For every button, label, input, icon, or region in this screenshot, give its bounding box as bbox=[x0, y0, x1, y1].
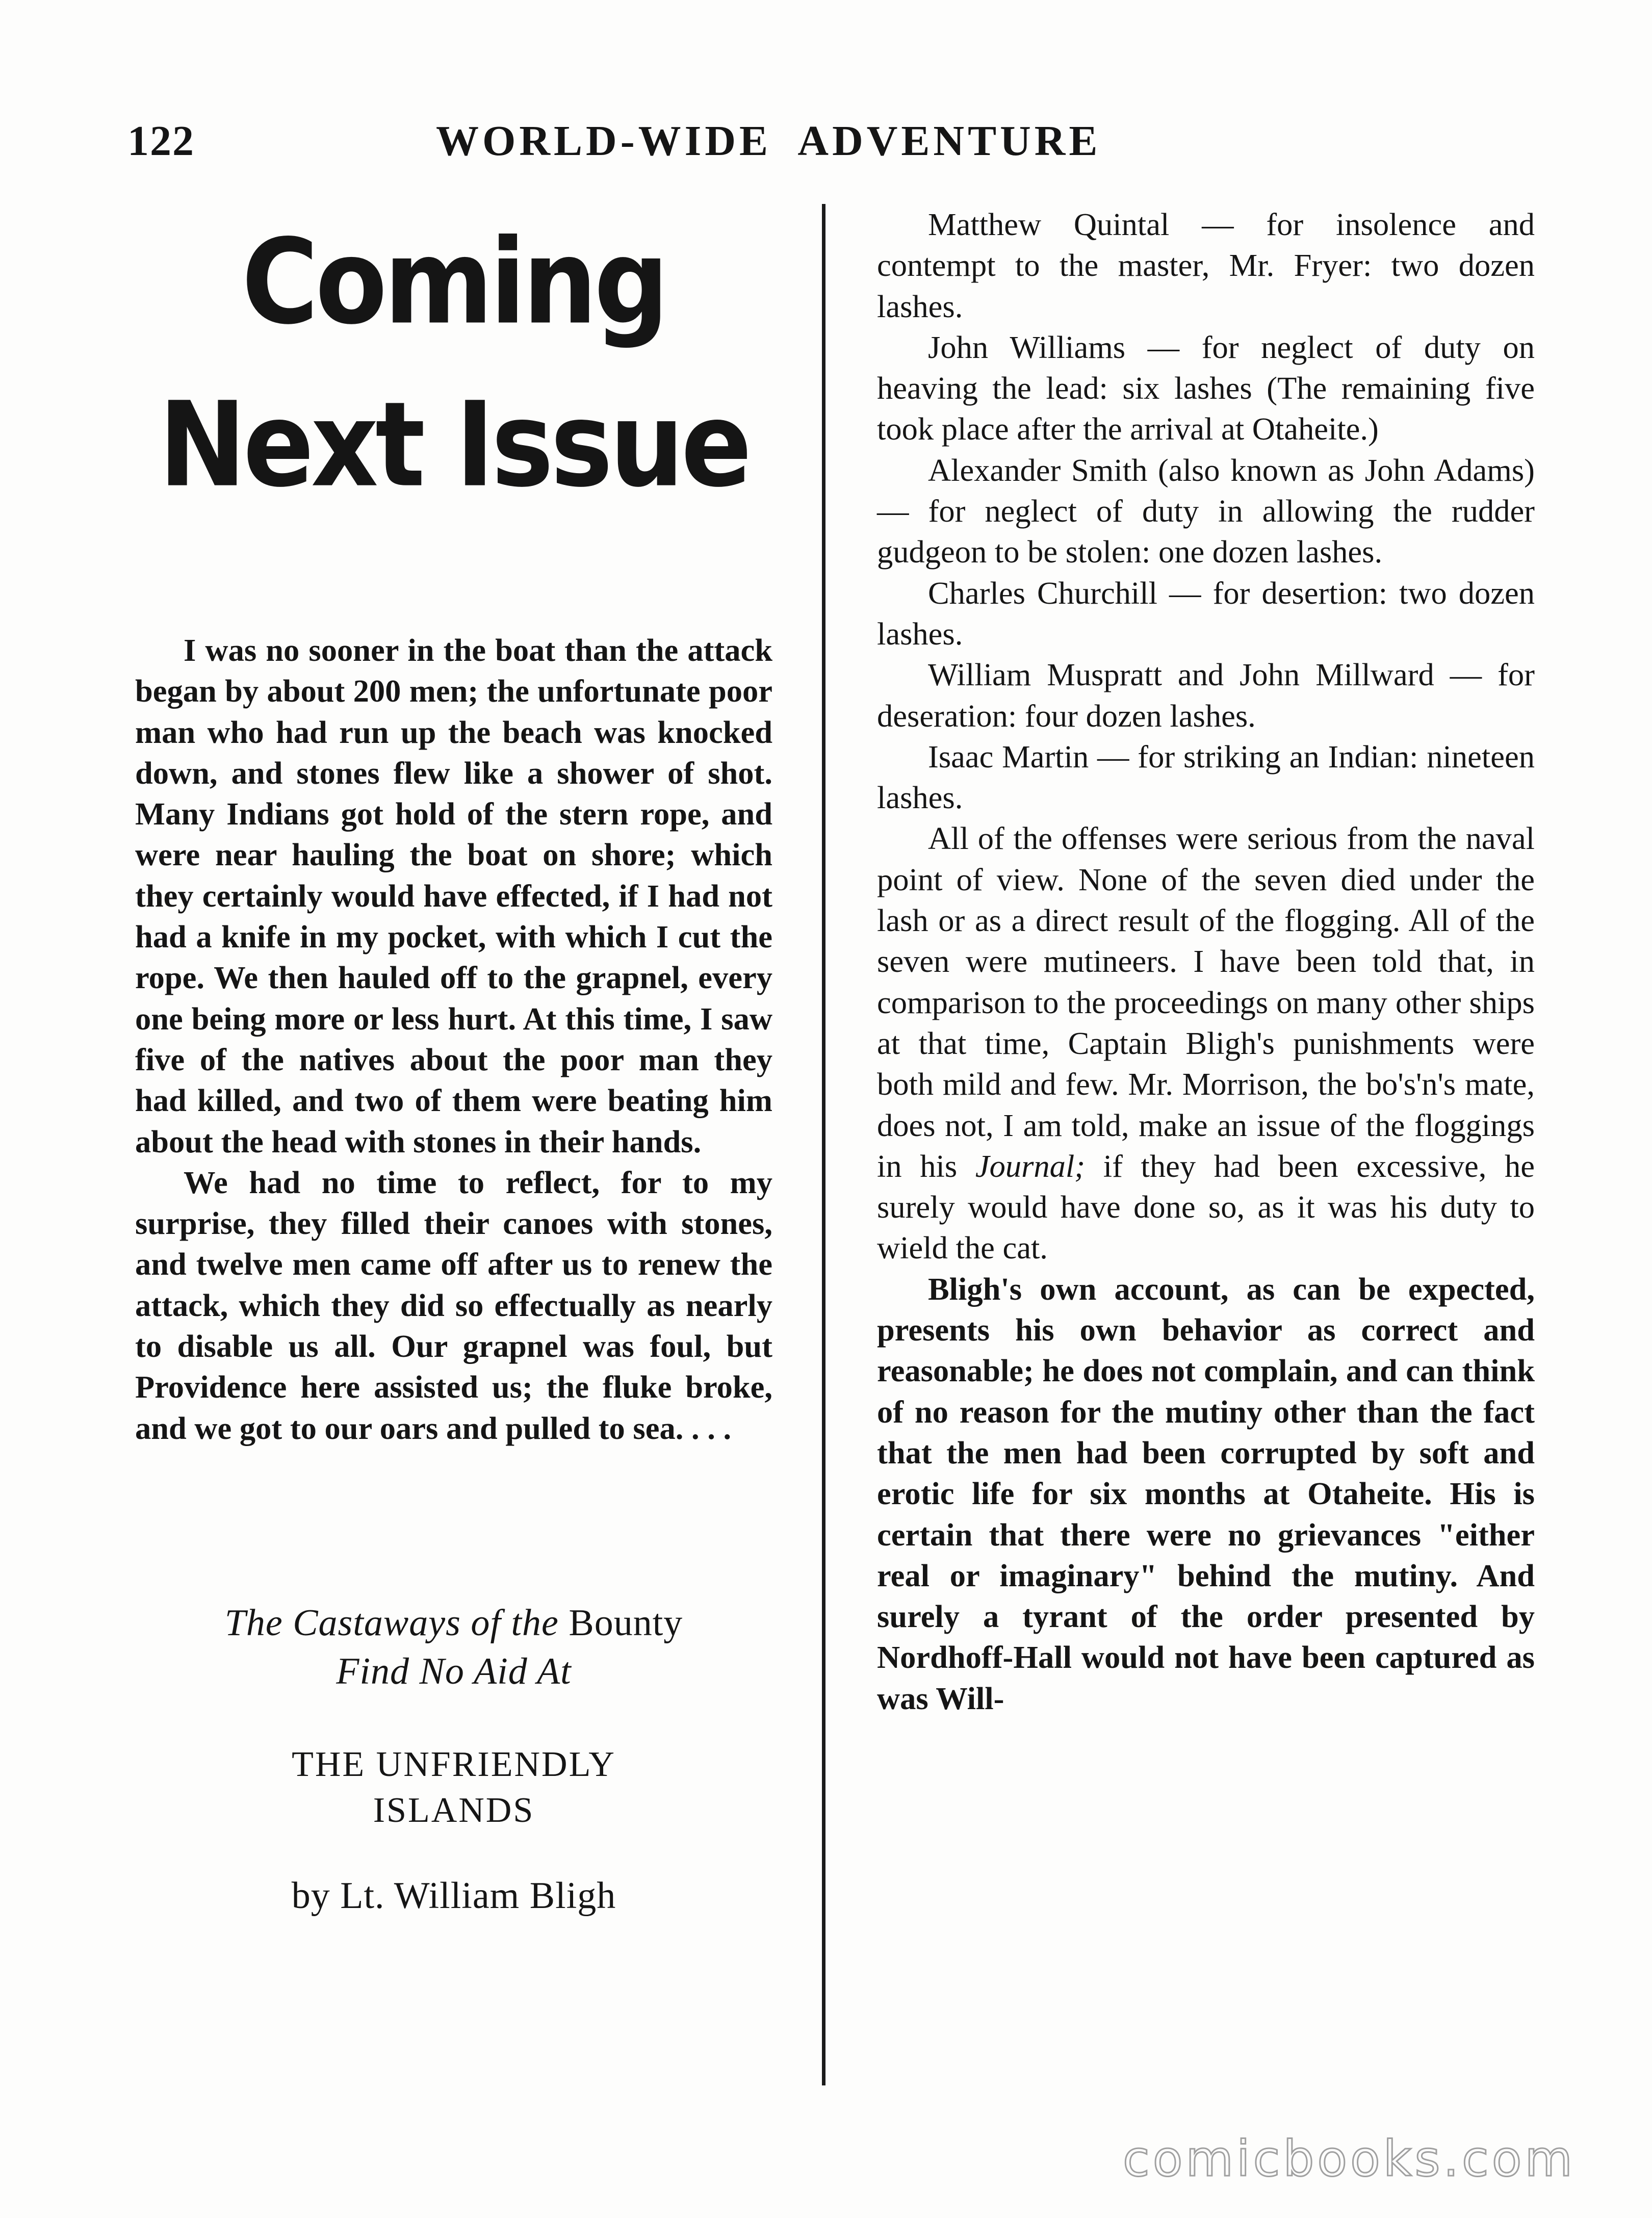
page-number: 122 bbox=[127, 117, 195, 165]
right-column bbox=[877, 204, 1535, 2101]
running-head: WORLD-WIDE ADVENTURE bbox=[436, 117, 1101, 165]
left-column bbox=[135, 201, 772, 2088]
right-paragraph-7 bbox=[877, 818, 1535, 1268]
watermark-logo: comicbooks.com bbox=[1122, 2130, 1576, 2187]
right-paragraph-7-tail: if they had been excessive, he surely would have done so, as it was his duty to wield the cat. bbox=[877, 1148, 1535, 1266]
story-title-line-2: ISLANDS bbox=[373, 1790, 535, 1830]
title-line-1: Coming bbox=[242, 214, 666, 351]
coming-next-issue-title bbox=[135, 201, 772, 527]
journal-title: Journal; bbox=[975, 1148, 1086, 1184]
right-paragraph-3: Alexander Smith (also known as John Adams) — for neglect of duty in allowing the rudder gudgeon to be stolen: one dozen lashes. bbox=[877, 452, 1535, 570]
teaser-kicker-ship: Bounty bbox=[569, 1602, 683, 1644]
next-issue-teaser bbox=[135, 1599, 772, 1920]
teaser-story-title bbox=[135, 1742, 772, 1834]
column-divider bbox=[822, 204, 825, 2085]
right-paragraph-2: John Williams — for neglect of duty on heaving the lead: six lashes (The remaining five took place after the arrival at Otaheite.) bbox=[877, 329, 1535, 447]
excerpt-text bbox=[135, 630, 772, 1449]
right-paragraph-5: William Muspratt and John Millward — for deseration: four dozen lashes. bbox=[877, 657, 1535, 734]
title-line-2: Next Issue bbox=[159, 377, 749, 513]
excerpt-paragraph-2: We had no time to reflect, for to my surprise, they filled their canoes with stones, and twelve men came off after us to renew the attack, which they did so effectually as nearly to disable us all. Our grapnel was foul, but Providence here assisted us; the fluke broke, and we got to our oars and pulled to sea. . . . bbox=[135, 1164, 772, 1446]
right-paragraph-1: Matthew Quintal — for insolence and contempt to the master, Mr. Fryer: two dozen lashes. bbox=[877, 207, 1535, 324]
teaser-kicker-line2: Find No Aid At bbox=[336, 1650, 572, 1692]
excerpt-paragraph-1: I was no sooner in the boat than the attack began by about 200 men; the unfortunate poor man who had run up the beach was knocked down, and stones flew like a shower of shot. Many Indians got hold of the stern rope, and were near hauling the boat on shore; which they certainly would have effected, if I had not had a knife in my pocket, with which I cut the rope. We then hauled off to the grapnel, every one being more or less hurt. At this time, I saw five of the natives about the poor man they had killed, and two of them were beating him about the head with stones in their hands. bbox=[135, 632, 772, 1159]
page-header bbox=[122, 116, 1530, 177]
right-paragraph-8: Bligh's own account, as can be expected, presents his own behavior as correct and reasonable; he does not complain, and can think of no reason for the mutiny other than the fact that the men had been corrupted by soft and erotic life for six months at Otaheite. His is certain that there were no grievances "either real or imaginary" behind the mutiny. And surely a tyrant of the order presented by Nordhoff-Hall would not have been captured as was Will- bbox=[877, 1271, 1535, 1716]
right-paragraph-4: Charles Churchill — for desertion: two dozen lashes. bbox=[877, 575, 1535, 652]
teaser-byline: by Lt. William Bligh bbox=[291, 1874, 616, 1917]
teaser-kicker-italic: The Castaways of the bbox=[224, 1602, 559, 1644]
teaser-kicker bbox=[135, 1599, 772, 1696]
story-title-line-1: THE UNFRIENDLY bbox=[292, 1744, 616, 1784]
right-paragraph-7-text: All of the offenses were serious from the naval point of view. None of the seven died under the lash or as a direct result of the flogging. All of the seven were mutineers. I have been told that, in comparison to the proceedings on many other ships at that time, Captain Bligh's punishments were both mild and few. Mr. Morrison, the bo's'n's mate, does not, I am told, make an issue of the floggings in his bbox=[877, 820, 1535, 1184]
right-paragraph-6: Isaac Martin — for striking an Indian: nineteen lashes. bbox=[877, 738, 1535, 816]
